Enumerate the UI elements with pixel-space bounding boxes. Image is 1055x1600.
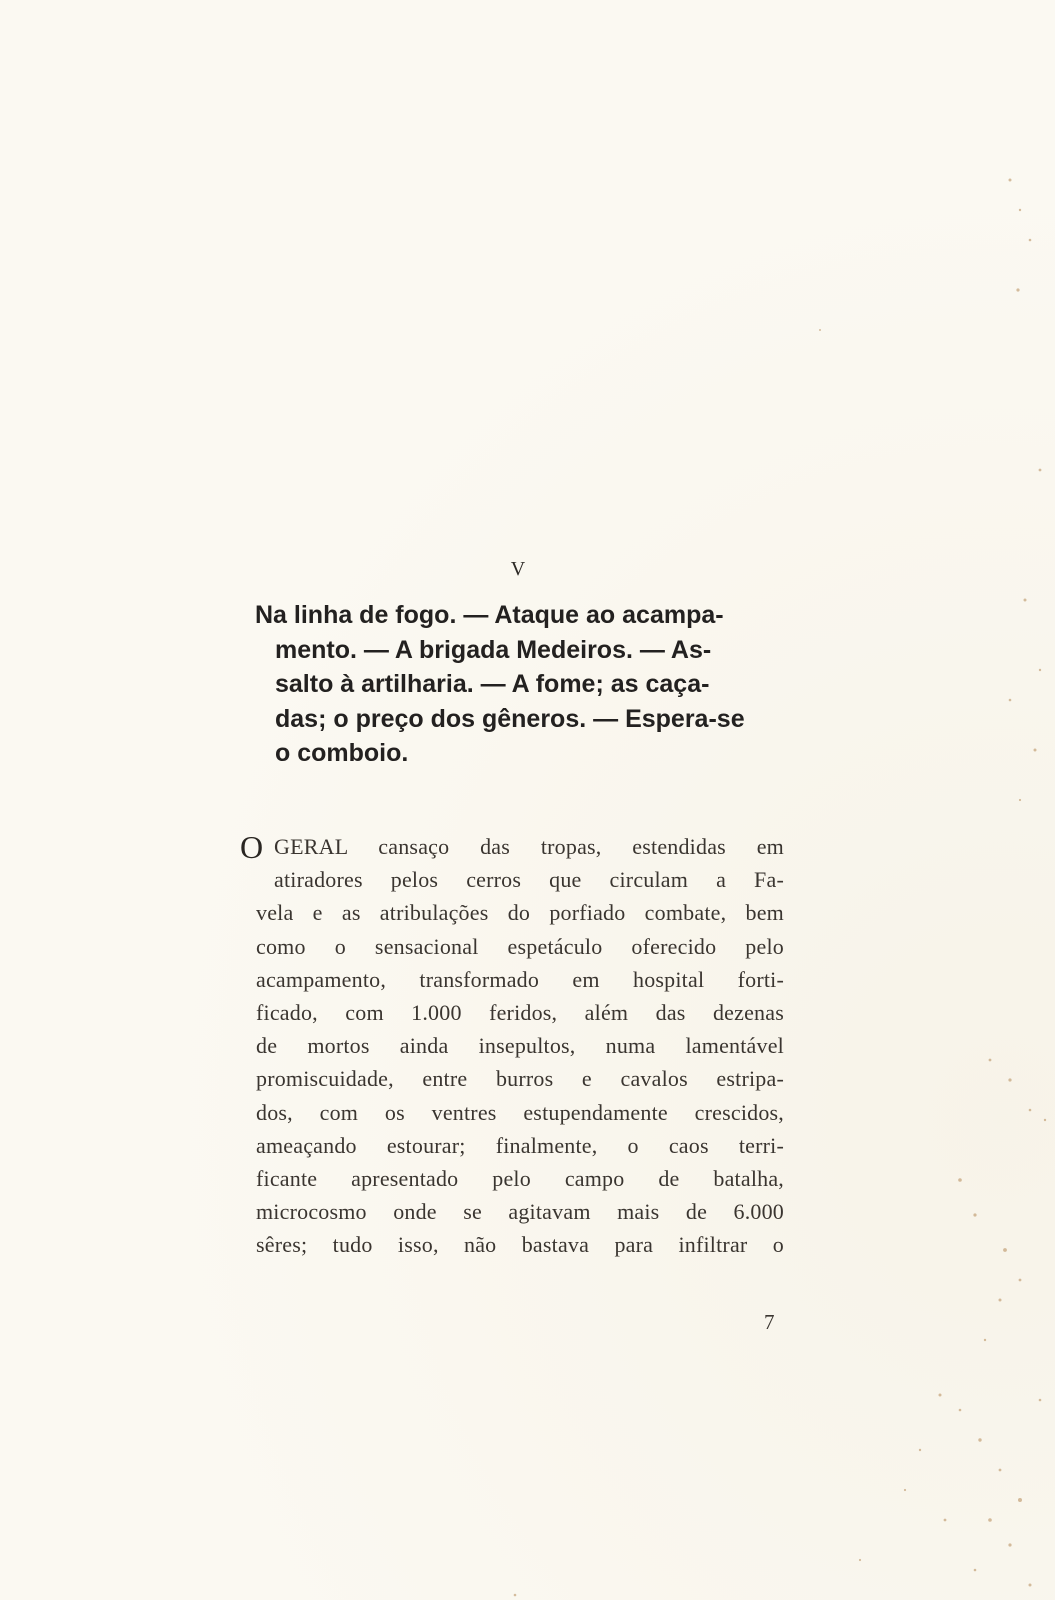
body-line: de mortos ainda insepultos, numa lamentável [256,1033,784,1059]
body-line: acampamento, transformado em hospital forti- [256,966,784,992]
summary-line: Na linha de fogo. — Ataque ao acampa- [255,601,724,629]
summary-line: mento. — A brigada Medeiros. — As- [275,635,712,664]
summary-line: salto à artilharia. — A fome; as caça- [275,670,710,698]
body-line: microcosmo onde se agitavam mais de 6.000 [256,1199,784,1225]
body-line: atiradores pelos cerros que circulam a Fa- [274,867,784,893]
body-line: vela e as atribulações do porfiado combate, bem [256,900,784,926]
body-line: ameaçando estourar; finalmente, o caos terri- [256,1132,784,1158]
drop-cap: O [240,829,264,865]
body-line: sêres; tudo isso, não bastava para infiltrar o [256,1232,784,1258]
body-line: GERAL cansaço das tropas, estendidas em [274,834,784,859]
body-paragraph [256,830,784,1262]
body-line: ficado, com 1.000 feridos, além das dezenas [256,1000,784,1026]
page-number: 7 [764,1310,775,1334]
body-line: promiscuidade, entre burros e cavalos estripa- [256,1066,784,1092]
body-line: ficante apresentado pelo campo de batalha, [256,1166,784,1192]
chapter-number: V [510,558,526,580]
summary-line: das; o preço dos gêneros. — Espera-se [275,704,745,733]
body-line: como o sensacional espetáculo oferecido pelo [256,933,784,959]
chapter-summary [255,598,775,771]
body-line: dos, com os ventres estupendamente crescidos, [256,1099,784,1125]
summary-line: o comboio. [275,739,409,767]
